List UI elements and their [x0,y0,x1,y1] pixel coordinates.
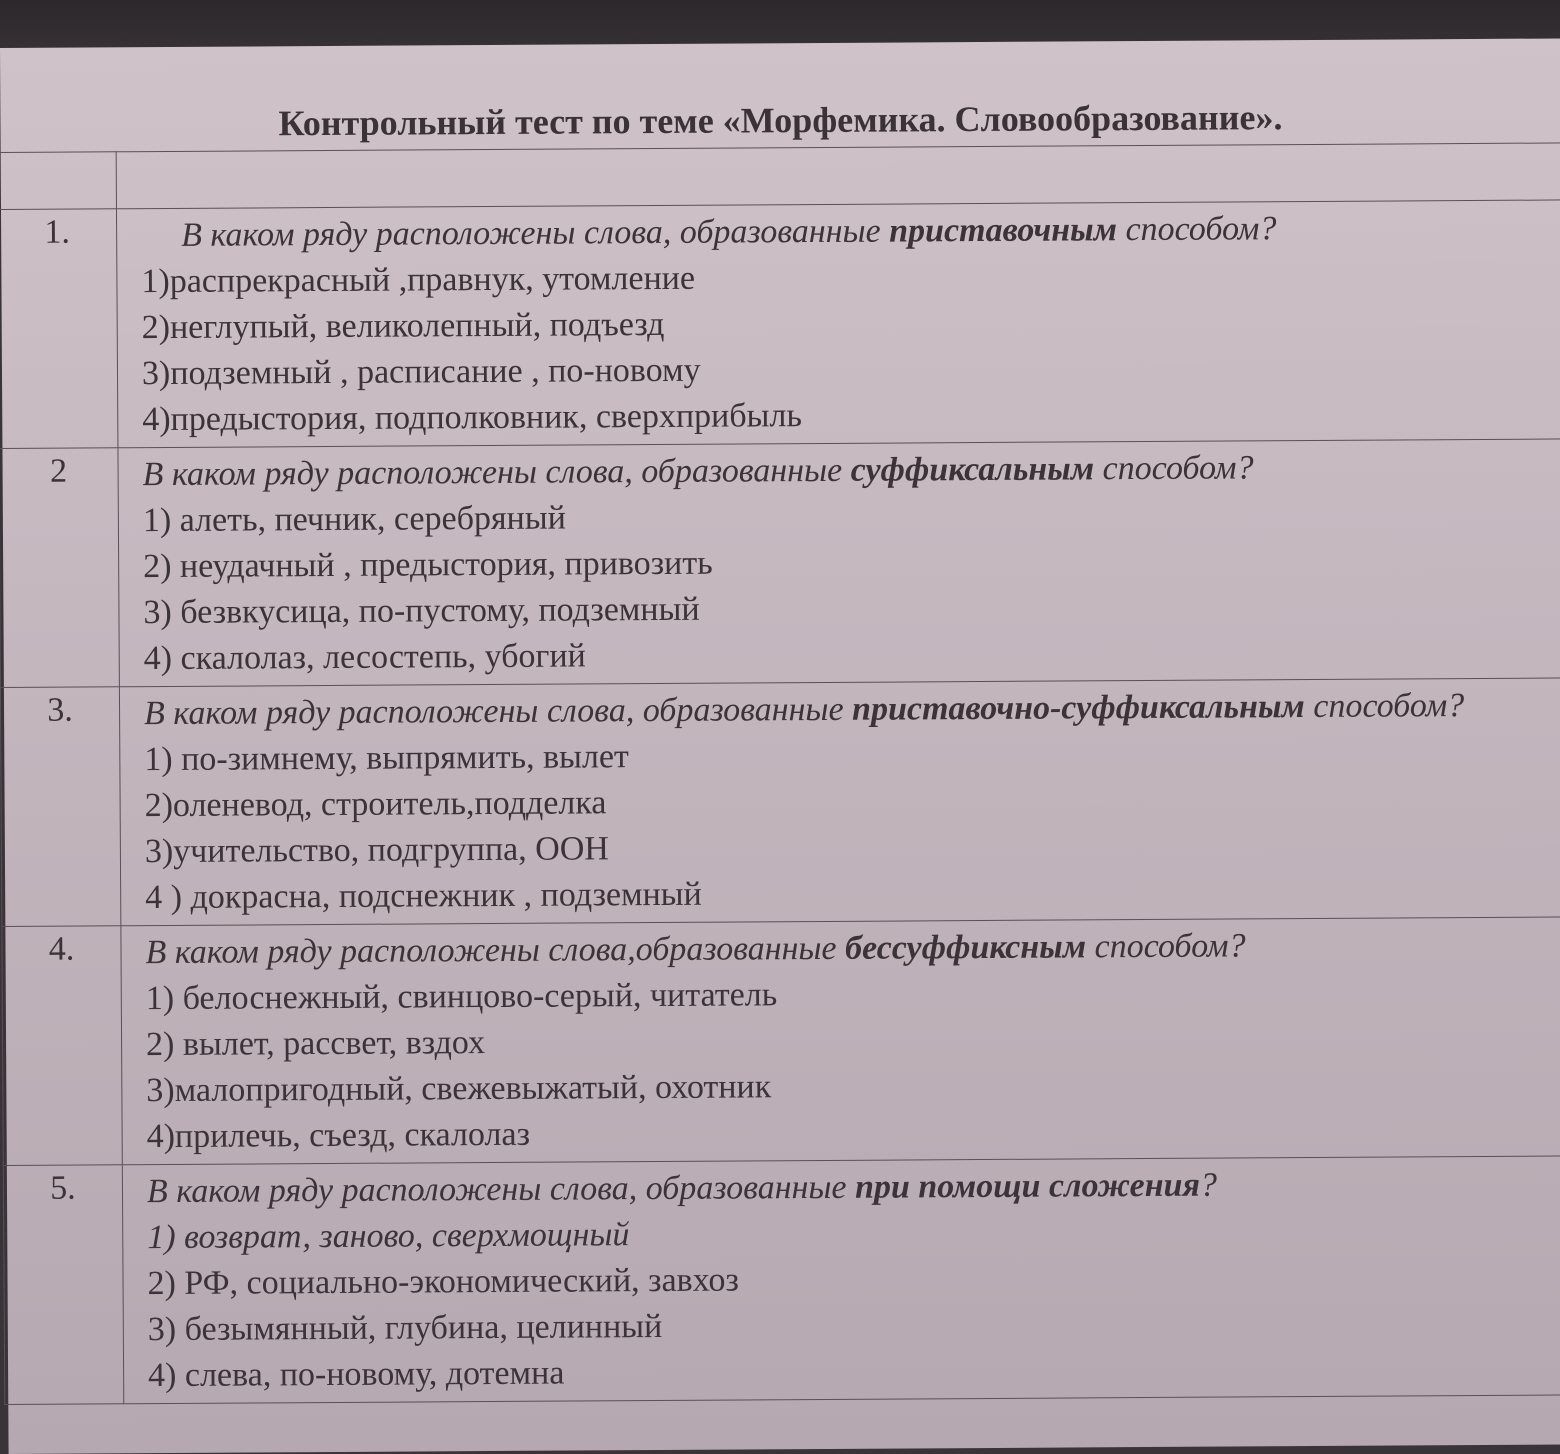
question-text-bold: приставочно-суффиксальным [851,688,1305,728]
answer-option: 3)малопригодный, свежевыжатый, охотник [146,1068,772,1110]
question-text-post: способом? [1116,210,1277,249]
question-body [116,200,1560,448]
question-text-bold: бессуффиксным [844,928,1087,967]
page-title: Контрольный тест по теме «Морфемика. Словообразование». [278,97,1283,144]
question-row [2,917,1560,1166]
answer-option: 3)подземный , расписание , по-новому [141,351,701,393]
question-row [3,1156,1560,1405]
question-text-pre: В каком ряду расположены слова, образованные [142,451,851,494]
header-row [0,143,1560,210]
question-body [121,917,1560,1165]
answer-option: 2)неглупый, великолепный, подъезд [141,305,665,347]
question-body [118,439,1560,687]
answer-option: 3) безымянный, глубина, целинный [147,1307,663,1349]
answer-option: 4 ) докрасна, подснежник , подземный [145,875,702,917]
question-text-pre: В каком ряду расположены слова, образованные [143,690,853,733]
answer-option: 3) безвкусица, по-пустому, подземный [143,590,700,632]
question-text-pre: В каком ряду расположены слова, образованные [181,212,890,254]
header-number-cell [0,152,116,210]
answer-option: 4)предыстория, подполковник, сверхприбыль [142,397,803,439]
question-text-pre: В каком ряду расположены слова,образованные [145,929,846,972]
question-text-post: ? [1199,1166,1218,1204]
answer-option: 4) слева, по-новому, дотемна [147,1354,565,1395]
answer-option: 1)распрекрасный ,правнук, утомление [141,259,696,301]
header-body-cell [116,143,1560,209]
question-text-post: способом? [1304,687,1465,726]
questions-table [0,142,1560,1405]
question-text-bold: суффиксальным [850,450,1095,489]
question-text [144,682,1559,737]
answer-option: 2)оленевод, строитель,подделка [144,784,607,825]
test-sheet [0,38,1560,1454]
answer-option: 2) РФ, социально-экономический, завхоз [147,1261,739,1303]
question-body [119,678,1560,926]
question-number: 3. [0,687,120,927]
question-row [0,439,1560,688]
answer-option: 1) по-зимнему, выпрямить, вылет [144,738,629,779]
answer-option: 2) неудачный , предыстория, привозить [143,544,713,586]
question-text-bold: при помощи сложения [854,1166,1201,1206]
answer-option: 4) скалолаз, лесостепь, убогий [143,637,586,678]
question-number: 5. [3,1165,123,1405]
answer-option: 3)учительство, подгруппа, ООН [144,830,609,871]
question-body [122,1156,1560,1404]
question-number: 1. [0,209,118,449]
question-row [0,678,1560,927]
answer-option: 1) алеть, печник, серебряный [142,499,566,540]
answer-option: 2) вылет, рассвет, вздох [145,1024,486,1064]
question-number: 2 [0,448,119,688]
question-number: 4. [2,926,122,1166]
answer-option: 1) белоснежный, свинцово-серый, читатель [145,976,778,1018]
answer-option: 4)прилечь, съезд, скалолаз [146,1115,531,1156]
question-text-post: способом? [1085,927,1246,966]
question-row [0,200,1560,449]
answer-option: 1) возврат, заново, сверхмощный [147,1216,630,1257]
question-text-post: способом? [1093,449,1254,488]
question-text-pre: В каком ряду расположены слова, образованные [146,1168,856,1211]
question-text-bold: приставочным [889,211,1118,250]
